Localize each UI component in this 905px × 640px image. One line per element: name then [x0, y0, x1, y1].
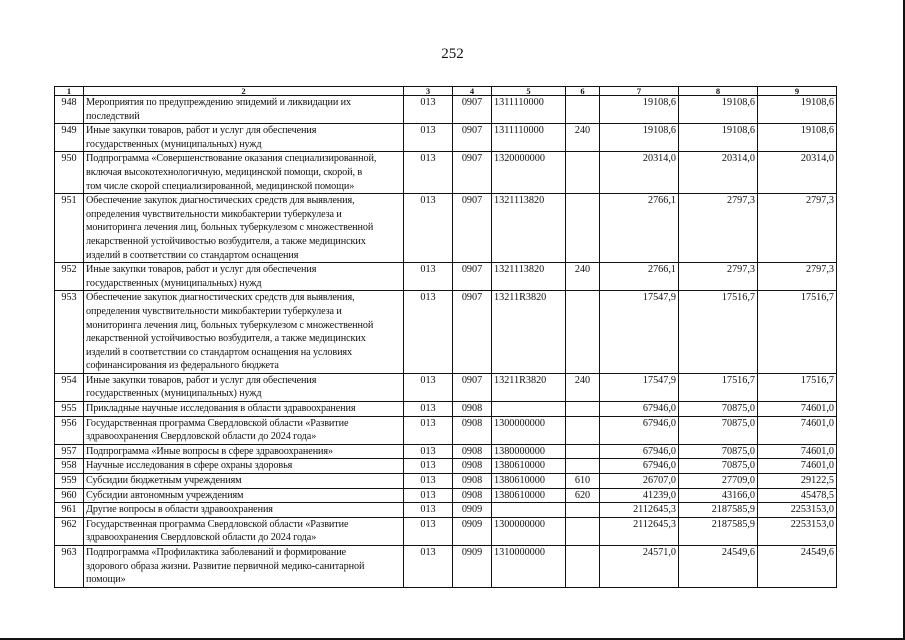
row-name-line: государственных (муниципальных) нужд — [86, 388, 262, 400]
row-section-code: 0907 — [453, 124, 492, 152]
row-name-line: лекарственной устойчивостью возбудителя, а также медицинских — [86, 333, 366, 345]
row-ministry-code: 013 — [404, 546, 453, 588]
row-name-line: Подпрограмма «Совершенствование оказания специализированной, — [86, 153, 377, 165]
row-amount-col9: 74601,0 — [758, 402, 837, 417]
row-target-code: 1320000000 — [492, 152, 566, 194]
row-amount-col7: 17547,9 — [600, 291, 679, 374]
row-expense-type — [566, 444, 600, 459]
row-name-line: Другие вопросы в области здравоохранения — [86, 504, 273, 516]
budget-table — [54, 86, 837, 588]
row-name-line: здорового образа жизни. Развитие первичной медико-санитарной — [86, 560, 365, 572]
row-amount-col9: 74601,0 — [758, 459, 837, 474]
row-name-line: включая высокотехнологичную, медицинской помощи, скорой, в — [86, 166, 363, 178]
row-name — [84, 416, 404, 444]
row-expense-type: 610 — [566, 474, 600, 489]
row-name — [84, 152, 404, 194]
row-ministry-code: 013 — [404, 488, 453, 503]
row-name-line: мониторинга лечения лиц, больных туберкулезом с множественной — [86, 222, 374, 234]
row-expense-type — [566, 291, 600, 374]
row-name-line: Субсидии автономным учреждениям — [86, 489, 244, 501]
row-amount-col7: 2766,1 — [600, 194, 679, 263]
row-section-code: 0909 — [453, 503, 492, 518]
row-number: 954 — [55, 373, 84, 401]
table-row — [55, 402, 837, 417]
row-amount-col8: 2797,3 — [679, 263, 758, 291]
row-target-code: 1311110000 — [492, 124, 566, 152]
table-row — [55, 373, 837, 401]
col-header: 9 — [758, 87, 837, 96]
row-expense-type — [566, 152, 600, 194]
row-ministry-code: 013 — [404, 459, 453, 474]
table-row — [55, 152, 837, 194]
row-expense-type — [566, 416, 600, 444]
row-section-code: 0908 — [453, 402, 492, 417]
table-row — [55, 459, 837, 474]
page-number: 252 — [441, 46, 464, 62]
col-header: 8 — [679, 87, 758, 96]
row-amount-col9: 2797,3 — [758, 263, 837, 291]
row-amount-col8: 20314,0 — [679, 152, 758, 194]
row-number: 957 — [55, 444, 84, 459]
row-amount-col7: 20314,0 — [600, 152, 679, 194]
row-amount-col8: 70875,0 — [679, 444, 758, 459]
row-amount-col8: 27709,0 — [679, 474, 758, 489]
row-amount-col9: 45478,5 — [758, 488, 837, 503]
col-header: 6 — [566, 87, 600, 96]
row-number: 958 — [55, 459, 84, 474]
table-row — [55, 444, 837, 459]
row-ministry-code: 013 — [404, 474, 453, 489]
row-name-line: изделий в соответствии со стандартом оснащения — [86, 249, 299, 261]
table-row — [55, 96, 837, 124]
row-name — [84, 124, 404, 152]
row-target-code — [492, 503, 566, 518]
row-name-line: последствий — [86, 110, 140, 122]
row-amount-col8: 2797,3 — [679, 194, 758, 263]
row-name-line: определения чувствительности микобактерии туберкулеза и — [86, 305, 342, 317]
row-name — [84, 444, 404, 459]
table-row — [55, 517, 837, 545]
row-ministry-code: 013 — [404, 291, 453, 374]
row-amount-col7: 67946,0 — [600, 459, 679, 474]
row-expense-type — [566, 459, 600, 474]
col-header: 2 — [84, 87, 404, 96]
table-row — [55, 263, 837, 291]
row-number: 952 — [55, 263, 84, 291]
row-amount-col9: 2253153,0 — [758, 503, 837, 518]
row-target-code: 13211R3820 — [492, 373, 566, 401]
col-header: 5 — [492, 87, 566, 96]
row-expense-type — [566, 517, 600, 545]
row-name-line: Подпрограмма «Иные вопросы в сфере здравоохранения» — [86, 445, 333, 457]
row-ministry-code: 013 — [404, 96, 453, 124]
row-name-line: здравоохранения Свердловской области до 2024 года» — [86, 431, 317, 443]
row-number: 948 — [55, 96, 84, 124]
table-row — [55, 194, 837, 263]
row-target-code: 1380000000 — [492, 444, 566, 459]
row-name — [84, 546, 404, 588]
row-name-line: Прикладные научные исследования в области здравоохранения — [86, 403, 356, 415]
row-section-code: 0907 — [453, 373, 492, 401]
table-row — [55, 124, 837, 152]
row-name-line: государственных (муниципальных) нужд — [86, 138, 262, 150]
col-header: 3 — [404, 87, 453, 96]
row-name-line: государственных (муниципальных) нужд — [86, 277, 262, 289]
row-amount-col9: 2797,3 — [758, 194, 837, 263]
col-header: 4 — [453, 87, 492, 96]
row-number: 963 — [55, 546, 84, 588]
row-section-code: 0908 — [453, 488, 492, 503]
row-target-code: 1321113820 — [492, 263, 566, 291]
row-name — [84, 96, 404, 124]
row-amount-col7: 26707,0 — [600, 474, 679, 489]
row-amount-col8: 19108,6 — [679, 96, 758, 124]
row-target-code: 1380610000 — [492, 474, 566, 489]
table-row — [55, 474, 837, 489]
row-section-code: 0908 — [453, 459, 492, 474]
row-section-code: 0907 — [453, 263, 492, 291]
row-name-line: Государственная программа Свердловской области «Развитие — [86, 518, 349, 530]
col-header: 1 — [55, 87, 84, 96]
row-expense-type: 620 — [566, 488, 600, 503]
row-number: 959 — [55, 474, 84, 489]
row-amount-col9: 29122,5 — [758, 474, 837, 489]
row-amount-col7: 67946,0 — [600, 402, 679, 417]
row-ministry-code: 013 — [404, 263, 453, 291]
row-amount-col8: 43166,0 — [679, 488, 758, 503]
row-name-line: софинансирования из федерального бюджета — [86, 360, 279, 372]
row-section-code: 0909 — [453, 546, 492, 588]
row-expense-type — [566, 96, 600, 124]
row-ministry-code: 013 — [404, 444, 453, 459]
row-target-code: 1311110000 — [492, 96, 566, 124]
table-row — [55, 546, 837, 588]
row-amount-col7: 19108,6 — [600, 124, 679, 152]
row-target-code: 1321113820 — [492, 194, 566, 263]
row-amount-col7: 41239,0 — [600, 488, 679, 503]
row-amount-col9: 19108,6 — [758, 96, 837, 124]
row-amount-col7: 24571,0 — [600, 546, 679, 588]
row-name — [84, 402, 404, 417]
row-name — [84, 194, 404, 263]
row-amount-col7: 2112645,3 — [600, 503, 679, 518]
table-row — [55, 503, 837, 518]
row-amount-col7: 67946,0 — [600, 416, 679, 444]
row-section-code: 0907 — [453, 152, 492, 194]
row-expense-type: 240 — [566, 124, 600, 152]
row-name — [84, 459, 404, 474]
row-name-line: Обеспечение закупок диагностических средств для выявления, — [86, 195, 355, 207]
row-section-code: 0908 — [453, 444, 492, 459]
row-amount-col9: 17516,7 — [758, 291, 837, 374]
table-row — [55, 291, 837, 374]
col-header: 7 — [600, 87, 679, 96]
row-section-code: 0909 — [453, 517, 492, 545]
row-amount-col9: 2253153,0 — [758, 517, 837, 545]
row-number: 953 — [55, 291, 84, 374]
row-number: 949 — [55, 124, 84, 152]
row-target-code: 1300000000 — [492, 416, 566, 444]
row-expense-type — [566, 503, 600, 518]
row-section-code: 0907 — [453, 291, 492, 374]
row-amount-col7: 2112645,3 — [600, 517, 679, 545]
row-ministry-code: 013 — [404, 152, 453, 194]
row-amount-col9: 24549,6 — [758, 546, 837, 588]
row-name-line: Государственная программа Свердловской области «Развитие — [86, 417, 349, 429]
row-amount-col7: 17547,9 — [600, 373, 679, 401]
row-number: 961 — [55, 503, 84, 518]
row-name-line: Иные закупки товаров, работ и услуг для обеспечения — [86, 374, 317, 386]
row-amount-col8: 70875,0 — [679, 459, 758, 474]
row-amount-col8: 70875,0 — [679, 416, 758, 444]
row-target-code: 1380610000 — [492, 488, 566, 503]
row-amount-col8: 17516,7 — [679, 373, 758, 401]
row-target-code: 1300000000 — [492, 517, 566, 545]
row-name-line: изделий в соответствии со стандартом оснащения на условиях — [86, 346, 353, 358]
row-expense-type — [566, 402, 600, 417]
row-target-code — [492, 402, 566, 417]
row-expense-type — [566, 546, 600, 588]
row-number: 955 — [55, 402, 84, 417]
row-name-line: Подпрограмма «Профилактика заболеваний и формирование — [86, 547, 346, 558]
row-name — [84, 263, 404, 291]
row-name-line: Мероприятия по предупреждению эпидемий и ликвидации их — [86, 97, 352, 108]
row-name-line: лекарственной устойчивостью возбудителя, а также медицинских — [86, 235, 366, 247]
row-number: 956 — [55, 416, 84, 444]
row-number: 950 — [55, 152, 84, 194]
row-name-line: том числе скорой специализированной, медицинской помощи» — [86, 180, 355, 192]
row-section-code: 0908 — [453, 416, 492, 444]
row-name-line: определения чувствительности микобактерии туберкулеза и — [86, 208, 342, 220]
row-amount-col8: 2187585,9 — [679, 517, 758, 545]
row-name — [84, 291, 404, 374]
row-ministry-code: 013 — [404, 416, 453, 444]
row-amount-col8: 19108,6 — [679, 124, 758, 152]
row-ministry-code: 013 — [404, 402, 453, 417]
row-expense-type: 240 — [566, 373, 600, 401]
row-name — [84, 503, 404, 518]
row-ministry-code: 013 — [404, 194, 453, 263]
row-amount-col9: 20314,0 — [758, 152, 837, 194]
row-target-code: 13211R3820 — [492, 291, 566, 374]
header-row — [55, 87, 837, 96]
table-body — [55, 96, 837, 588]
row-ministry-code: 013 — [404, 124, 453, 152]
row-name — [84, 517, 404, 545]
row-number: 960 — [55, 488, 84, 503]
row-number: 962 — [55, 517, 84, 545]
row-amount-col8: 17516,7 — [679, 291, 758, 374]
row-number: 951 — [55, 194, 84, 263]
row-amount-col8: 70875,0 — [679, 402, 758, 417]
row-amount-col8: 24549,6 — [679, 546, 758, 588]
row-name — [84, 373, 404, 401]
row-section-code: 0908 — [453, 474, 492, 489]
row-name-line: Научные исследования в сфере охраны здоровья — [86, 460, 293, 472]
row-name-line: Иные закупки товаров, работ и услуг для обеспечения — [86, 264, 317, 276]
table-row — [55, 488, 837, 503]
row-amount-col7: 67946,0 — [600, 444, 679, 459]
row-ministry-code: 013 — [404, 373, 453, 401]
row-amount-col9: 74601,0 — [758, 416, 837, 444]
row-target-code: 1380610000 — [492, 459, 566, 474]
row-expense-type: 240 — [566, 263, 600, 291]
table-row — [55, 416, 837, 444]
row-amount-col9: 17516,7 — [758, 373, 837, 401]
row-amount-col7: 2766,1 — [600, 263, 679, 291]
row-ministry-code: 013 — [404, 503, 453, 518]
row-amount-col8: 2187585,9 — [679, 503, 758, 518]
row-name — [84, 488, 404, 503]
row-amount-col9: 74601,0 — [758, 444, 837, 459]
row-name-line: здравоохранения Свердловской области до 2024 года» — [86, 532, 317, 544]
row-expense-type — [566, 194, 600, 263]
row-name-line: мониторинга лечения лиц, больных туберкулезом с множественной — [86, 319, 374, 331]
row-name-line: Обеспечение закупок диагностических средств для выявления, — [86, 292, 355, 304]
row-name-line: Субсидии бюджетным учреждениям — [86, 475, 242, 487]
row-amount-col7: 19108,6 — [600, 96, 679, 124]
row-section-code: 0907 — [453, 194, 492, 263]
row-name — [84, 474, 404, 489]
row-name-line: помощи» — [86, 574, 126, 586]
row-ministry-code: 013 — [404, 517, 453, 545]
row-amount-col9: 19108,6 — [758, 124, 837, 152]
row-target-code: 1310000000 — [492, 546, 566, 588]
row-name-line: Иные закупки товаров, работ и услуг для обеспечения — [86, 125, 317, 137]
row-section-code: 0907 — [453, 96, 492, 124]
